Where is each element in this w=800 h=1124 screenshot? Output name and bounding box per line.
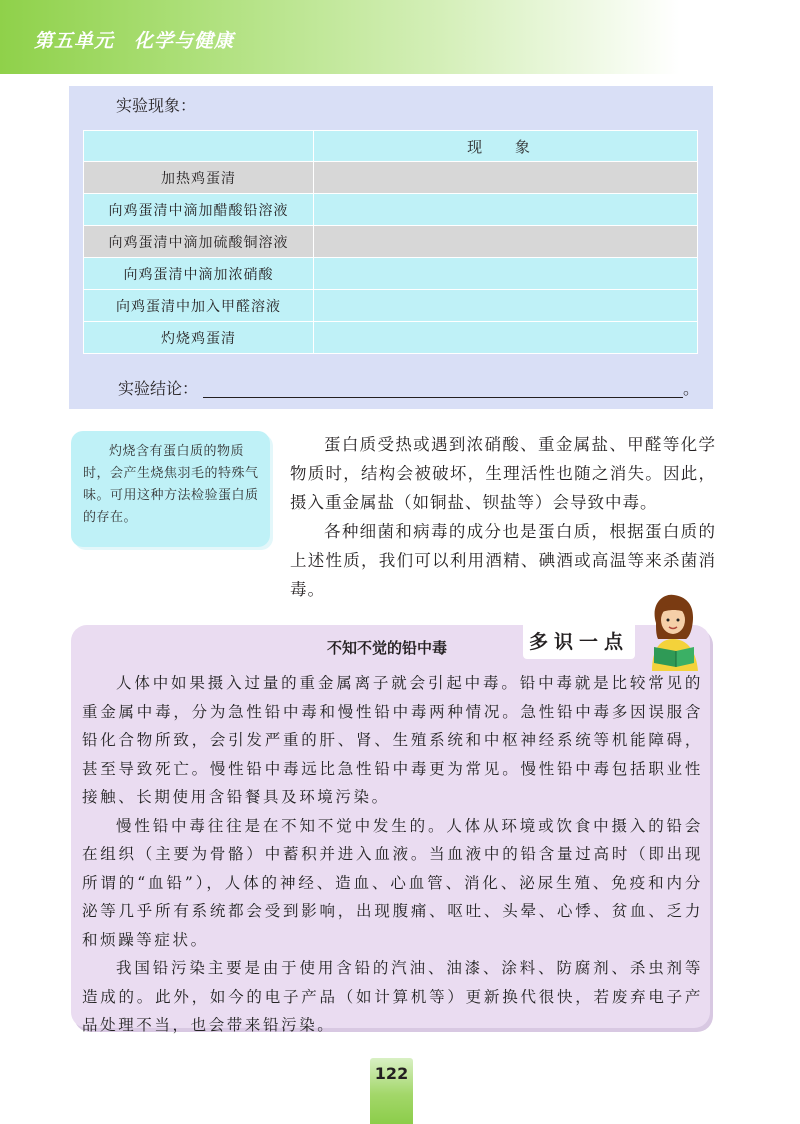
table-header-phenomenon: 现 象	[314, 131, 698, 162]
table-header-empty	[84, 131, 314, 162]
table-row	[84, 322, 698, 354]
table-row-blank	[314, 162, 698, 194]
body-text	[290, 430, 716, 604]
experiment-title: 实验现象：	[116, 96, 197, 115]
unit-topic: 化学与健康	[134, 30, 235, 52]
chapter-header	[0, 0, 800, 74]
knowledge-box	[71, 625, 710, 1034]
knowledge-tag: 多识一点	[523, 625, 635, 659]
table-row	[84, 226, 698, 258]
reading-girl-icon	[642, 593, 702, 671]
knowledge-paragraph-3: 我国铅污染主要是由于使用含铅的汽油、油漆、涂料、防腐剂、杀虫剂等造成的。此外，如今的电子产品（如计算机等）更新换代很快，若废弃电子产品处理不当，也会带来铅污染。	[82, 959, 703, 1034]
unit-label: 第五单元	[34, 30, 115, 52]
conclusion-blank-line	[203, 397, 683, 398]
table-row-blank	[314, 226, 698, 258]
table-row-blank	[314, 322, 698, 354]
table-row-label: 加热鸡蛋清	[84, 162, 314, 194]
table-row	[84, 290, 698, 322]
table-row	[84, 258, 698, 290]
table-row-label: 向鸡蛋清中加入甲醛溶液	[84, 290, 314, 322]
side-note-text: 灼烧含有蛋白质的物质时，会产生烧焦羽毛的特殊气味。可用这种方法检验蛋白质的存在。	[83, 444, 259, 525]
table-row	[84, 194, 698, 226]
table-row	[84, 162, 698, 194]
table-row-blank	[314, 290, 698, 322]
page-number: 122	[374, 1064, 409, 1083]
conclusion-period: 。	[683, 379, 700, 398]
experiment-table	[83, 130, 698, 354]
table-row-blank	[314, 194, 698, 226]
page-number-tab	[370, 1058, 413, 1124]
experiment-box	[69, 86, 713, 409]
knowledge-title: 不知不觉的铅中毒	[327, 639, 448, 657]
body-paragraph-1: 蛋白质受热或遇到浓硝酸、重金属盐、甲醛等化学物质时，结构会被破坏，生理活性也随之消失。因此，摄入重金属盐（如铜盐、钡盐等）会导致中毒。	[290, 435, 716, 512]
table-header-row	[84, 131, 698, 162]
body-paragraph-2: 各种细菌和病毒的成分也是蛋白质，根据蛋白质的上述性质，我们可以利用酒精、碘酒或高温等来杀菌消毒。	[290, 522, 716, 599]
chapter-title	[34, 26, 254, 53]
table-row-label: 向鸡蛋清中滴加硫酸铜溶液	[84, 226, 314, 258]
table-row-label: 灼烧鸡蛋清	[84, 322, 314, 354]
table-row-label: 向鸡蛋清中滴加醋酸铅溶液	[84, 194, 314, 226]
knowledge-paragraph-1: 人体中如果摄入过量的重金属离子就会引起中毒。铅中毒就是比较常见的重金属中毒，分为急性铅中毒和慢性铅中毒两种情况。急性铅中毒多因误服含铅化合物所致，会引发严重的肝、肾、生殖系统和中枢神经系统等机能障碍，甚至导致死亡。慢性铅中毒远比急性铅中毒更为常见。慢性铅中毒包括职业性接触、长期使用含铅餐具及环境污染。	[82, 674, 703, 806]
knowledge-paragraph-2: 慢性铅中毒往往是在不知不觉中发生的。人体从环境或饮食中摄入的铅会在组织（主要为骨骼）中蓄积并进入血液。当血液中的铅含量过高时（即出现所谓的“血铅”），人体的神经、造血、心血管、消化、泌尿生殖、免疫和内分泌等几乎所有系统都会受到影响，出现腹痛、呕吐、头晕、心悸、贫血、乏力和烦躁等症状。	[82, 816, 703, 949]
conclusion-label: 实验结论：	[118, 379, 199, 398]
knowledge-text	[82, 669, 703, 1040]
table-row-blank	[314, 258, 698, 290]
side-note	[71, 431, 270, 547]
table-row-label: 向鸡蛋清中滴加浓硝酸	[84, 258, 314, 290]
